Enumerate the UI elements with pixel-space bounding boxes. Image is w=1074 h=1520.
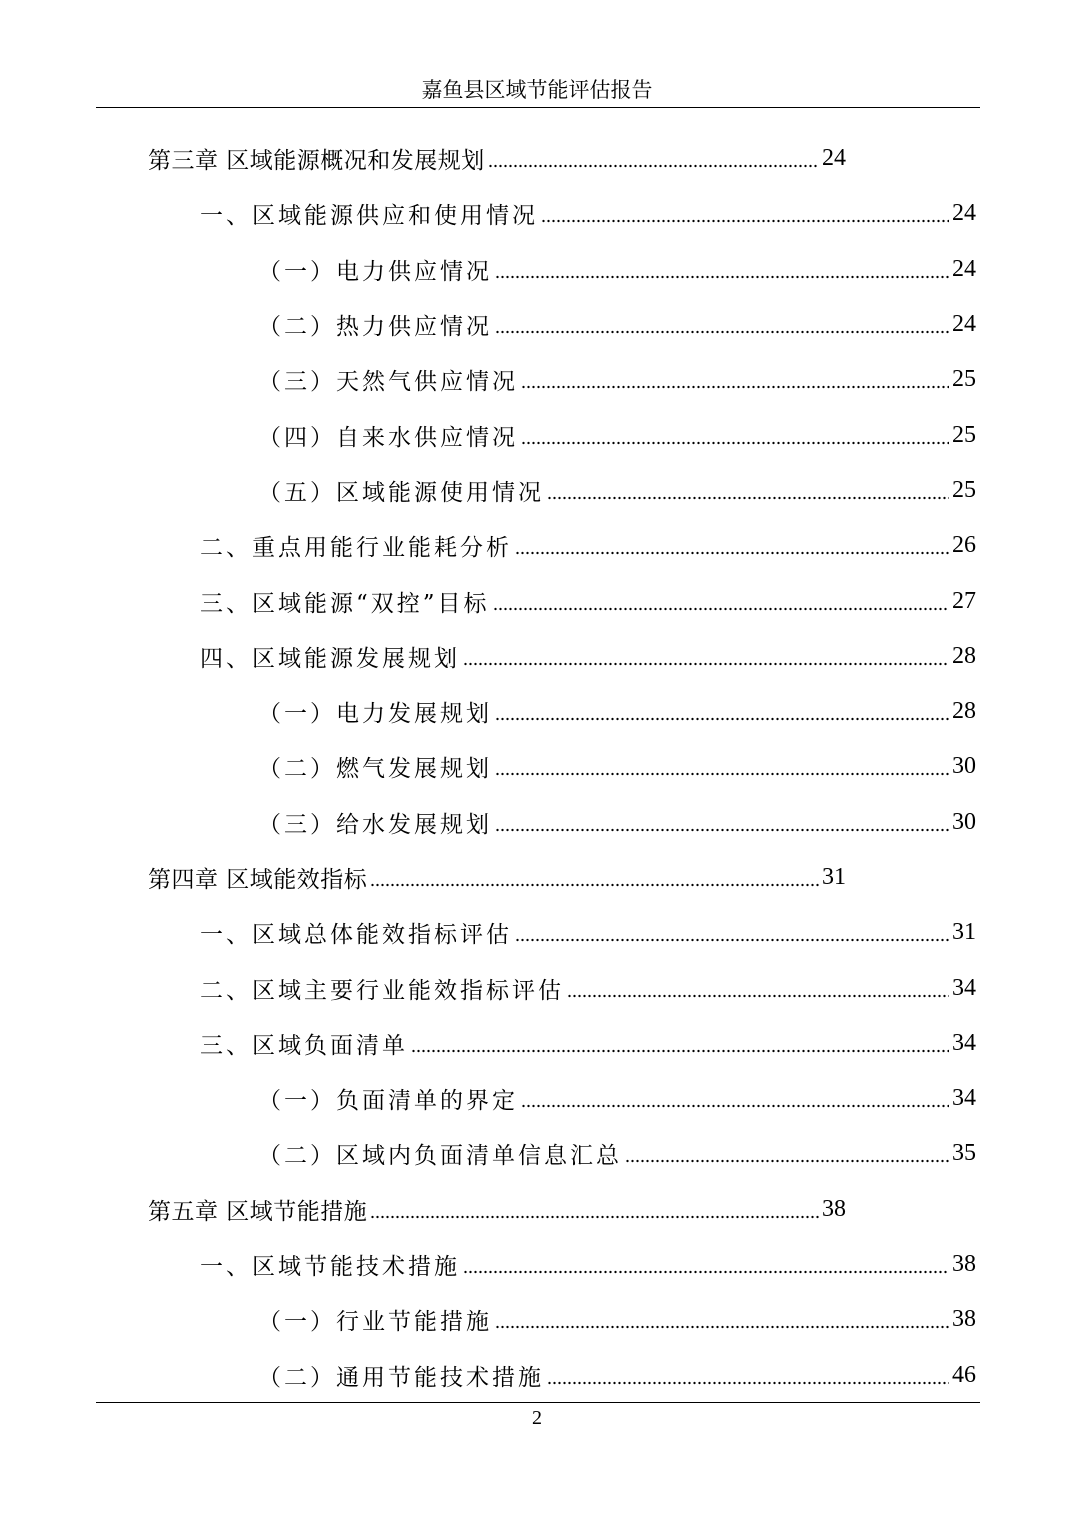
toc-entry-title: 第四章 区域能效指标 bbox=[148, 867, 368, 893]
toc-dot-leader bbox=[495, 811, 949, 834]
toc-entry[interactable] bbox=[258, 463, 976, 518]
toc-dot-leader bbox=[463, 645, 949, 668]
toc-entry[interactable] bbox=[200, 960, 976, 1015]
toc-dot-leader bbox=[463, 1253, 949, 1276]
toc-dot-leader bbox=[547, 479, 949, 502]
toc-dot-leader bbox=[625, 1142, 949, 1165]
toc-entry-title: 三、区域负面清单 bbox=[200, 1032, 408, 1059]
toc-entry[interactable] bbox=[258, 739, 976, 794]
toc-entry-page-number: 25 bbox=[952, 476, 976, 503]
toc-dot-leader bbox=[541, 202, 949, 225]
toc-dot-leader bbox=[370, 866, 819, 889]
toc-dot-leader bbox=[493, 590, 949, 613]
toc-dot-leader bbox=[411, 1032, 949, 1055]
toc-dot-leader bbox=[567, 977, 949, 1000]
toc-entry-page-number: 38 bbox=[822, 1195, 846, 1222]
toc-entry[interactable] bbox=[258, 352, 976, 407]
toc-entry[interactable] bbox=[148, 1182, 846, 1237]
toc-entry-title: 二、重点用能行业能耗分析 bbox=[200, 535, 512, 562]
header-divider bbox=[96, 107, 980, 108]
toc-entry-title: 二、区域主要行业能效指标评估 bbox=[200, 977, 564, 1004]
toc-entry-page-number: 24 bbox=[952, 200, 976, 227]
toc-entry-title: 一、区域能源供应和使用情况 bbox=[200, 203, 538, 230]
toc-entry-title: 第五章 区域节能措施 bbox=[148, 1198, 368, 1225]
toc-entry-page-number: 31 bbox=[952, 919, 976, 946]
table-of-contents bbox=[0, 131, 1074, 1403]
toc-dot-leader bbox=[495, 313, 949, 336]
toc-dot-leader bbox=[495, 258, 949, 281]
toc-entry-page-number: 28 bbox=[952, 698, 976, 725]
toc-entry-title: （五）区域能源使用情况 bbox=[258, 479, 544, 506]
toc-dot-leader bbox=[547, 1364, 949, 1387]
toc-entry-title: 四、区域能源发展规划 bbox=[200, 645, 460, 672]
toc-entry-page-number: 35 bbox=[952, 1140, 976, 1167]
toc-entry[interactable] bbox=[200, 629, 976, 684]
toc-dot-leader bbox=[495, 700, 949, 723]
toc-entry-title: （三）天然气供应情况 bbox=[258, 369, 518, 396]
toc-dot-leader bbox=[521, 424, 949, 447]
toc-entry-title: （一）行业节能措施 bbox=[258, 1309, 492, 1336]
toc-dot-leader bbox=[495, 755, 949, 778]
toc-entry[interactable] bbox=[148, 131, 846, 186]
toc-entry-page-number: 24 bbox=[952, 311, 976, 338]
toc-entry-page-number: 38 bbox=[952, 1306, 976, 1333]
toc-dot-leader bbox=[488, 147, 819, 170]
toc-entry-page-number: 34 bbox=[952, 974, 976, 1001]
toc-entry[interactable] bbox=[258, 1348, 976, 1403]
toc-entry-title: （一）电力发展规划 bbox=[258, 701, 492, 728]
toc-entry[interactable] bbox=[200, 518, 976, 573]
toc-entry-page-number: 31 bbox=[822, 864, 846, 890]
toc-entry-page-number: 25 bbox=[952, 366, 976, 393]
toc-entry-title: 三、区域能源“双控”目标 bbox=[200, 590, 490, 617]
toc-entry[interactable] bbox=[258, 684, 976, 739]
toc-entry-page-number: 24 bbox=[952, 255, 976, 282]
toc-entry-page-number: 34 bbox=[952, 1085, 976, 1112]
toc-entry[interactable] bbox=[258, 242, 976, 297]
toc-entry-title: 一、区域节能技术措施 bbox=[200, 1254, 460, 1281]
toc-entry[interactable] bbox=[258, 1126, 976, 1181]
toc-entry-title: （四）自来水供应情况 bbox=[258, 424, 518, 451]
page-number: 2 bbox=[532, 1407, 542, 1429]
document-header-title: 嘉鱼县区域节能评估报告 bbox=[421, 78, 653, 102]
toc-entry-page-number: 30 bbox=[952, 753, 976, 780]
toc-entry-page-number: 30 bbox=[952, 808, 976, 835]
toc-entry[interactable] bbox=[258, 1292, 976, 1347]
toc-entry-page-number: 24 bbox=[822, 145, 846, 172]
toc-entry-page-number: 34 bbox=[952, 1029, 976, 1056]
toc-entry-title: （一）电力供应情况 bbox=[258, 258, 492, 285]
toc-entry[interactable] bbox=[200, 1016, 976, 1071]
toc-dot-leader bbox=[495, 1308, 949, 1331]
toc-entry-title: （二）区域内负面清单信息汇总 bbox=[258, 1143, 622, 1170]
toc-entry-page-number: 28 bbox=[952, 642, 976, 669]
toc-dot-leader bbox=[515, 921, 949, 944]
toc-entry[interactable] bbox=[258, 1071, 976, 1126]
toc-entry-page-number: 38 bbox=[952, 1251, 976, 1278]
toc-entry[interactable] bbox=[200, 905, 976, 960]
toc-entry-page-number: 46 bbox=[952, 1361, 976, 1388]
toc-entry-title: 一、区域总体能效指标评估 bbox=[200, 922, 512, 949]
toc-entry-page-number: 26 bbox=[952, 532, 976, 559]
toc-entry[interactable] bbox=[200, 186, 976, 241]
toc-entry-title: （二）通用节能技术措施 bbox=[258, 1364, 544, 1391]
toc-entry[interactable] bbox=[258, 795, 976, 850]
toc-entry-title: 第三章 区域能源概况和发展规划 bbox=[148, 148, 485, 175]
toc-entry-title: （一）负面清单的界定 bbox=[258, 1088, 518, 1115]
toc-entry-page-number: 27 bbox=[952, 587, 976, 614]
toc-dot-leader bbox=[370, 1198, 819, 1221]
toc-entry-page-number: 25 bbox=[952, 421, 976, 448]
toc-entry[interactable] bbox=[258, 407, 976, 462]
toc-entry[interactable] bbox=[200, 573, 976, 628]
toc-entry[interactable] bbox=[258, 297, 976, 352]
toc-entry-title: （二）热力供应情况 bbox=[258, 314, 492, 341]
toc-entry-title: （三）给水发展规划 bbox=[258, 811, 492, 838]
toc-entry[interactable] bbox=[148, 850, 846, 905]
toc-entry[interactable] bbox=[200, 1237, 976, 1292]
footer-divider bbox=[96, 1402, 980, 1403]
toc-dot-leader bbox=[521, 368, 949, 391]
toc-dot-leader bbox=[521, 1087, 949, 1110]
toc-entry-title: （二）燃气发展规划 bbox=[258, 756, 492, 783]
toc-dot-leader bbox=[515, 534, 949, 557]
